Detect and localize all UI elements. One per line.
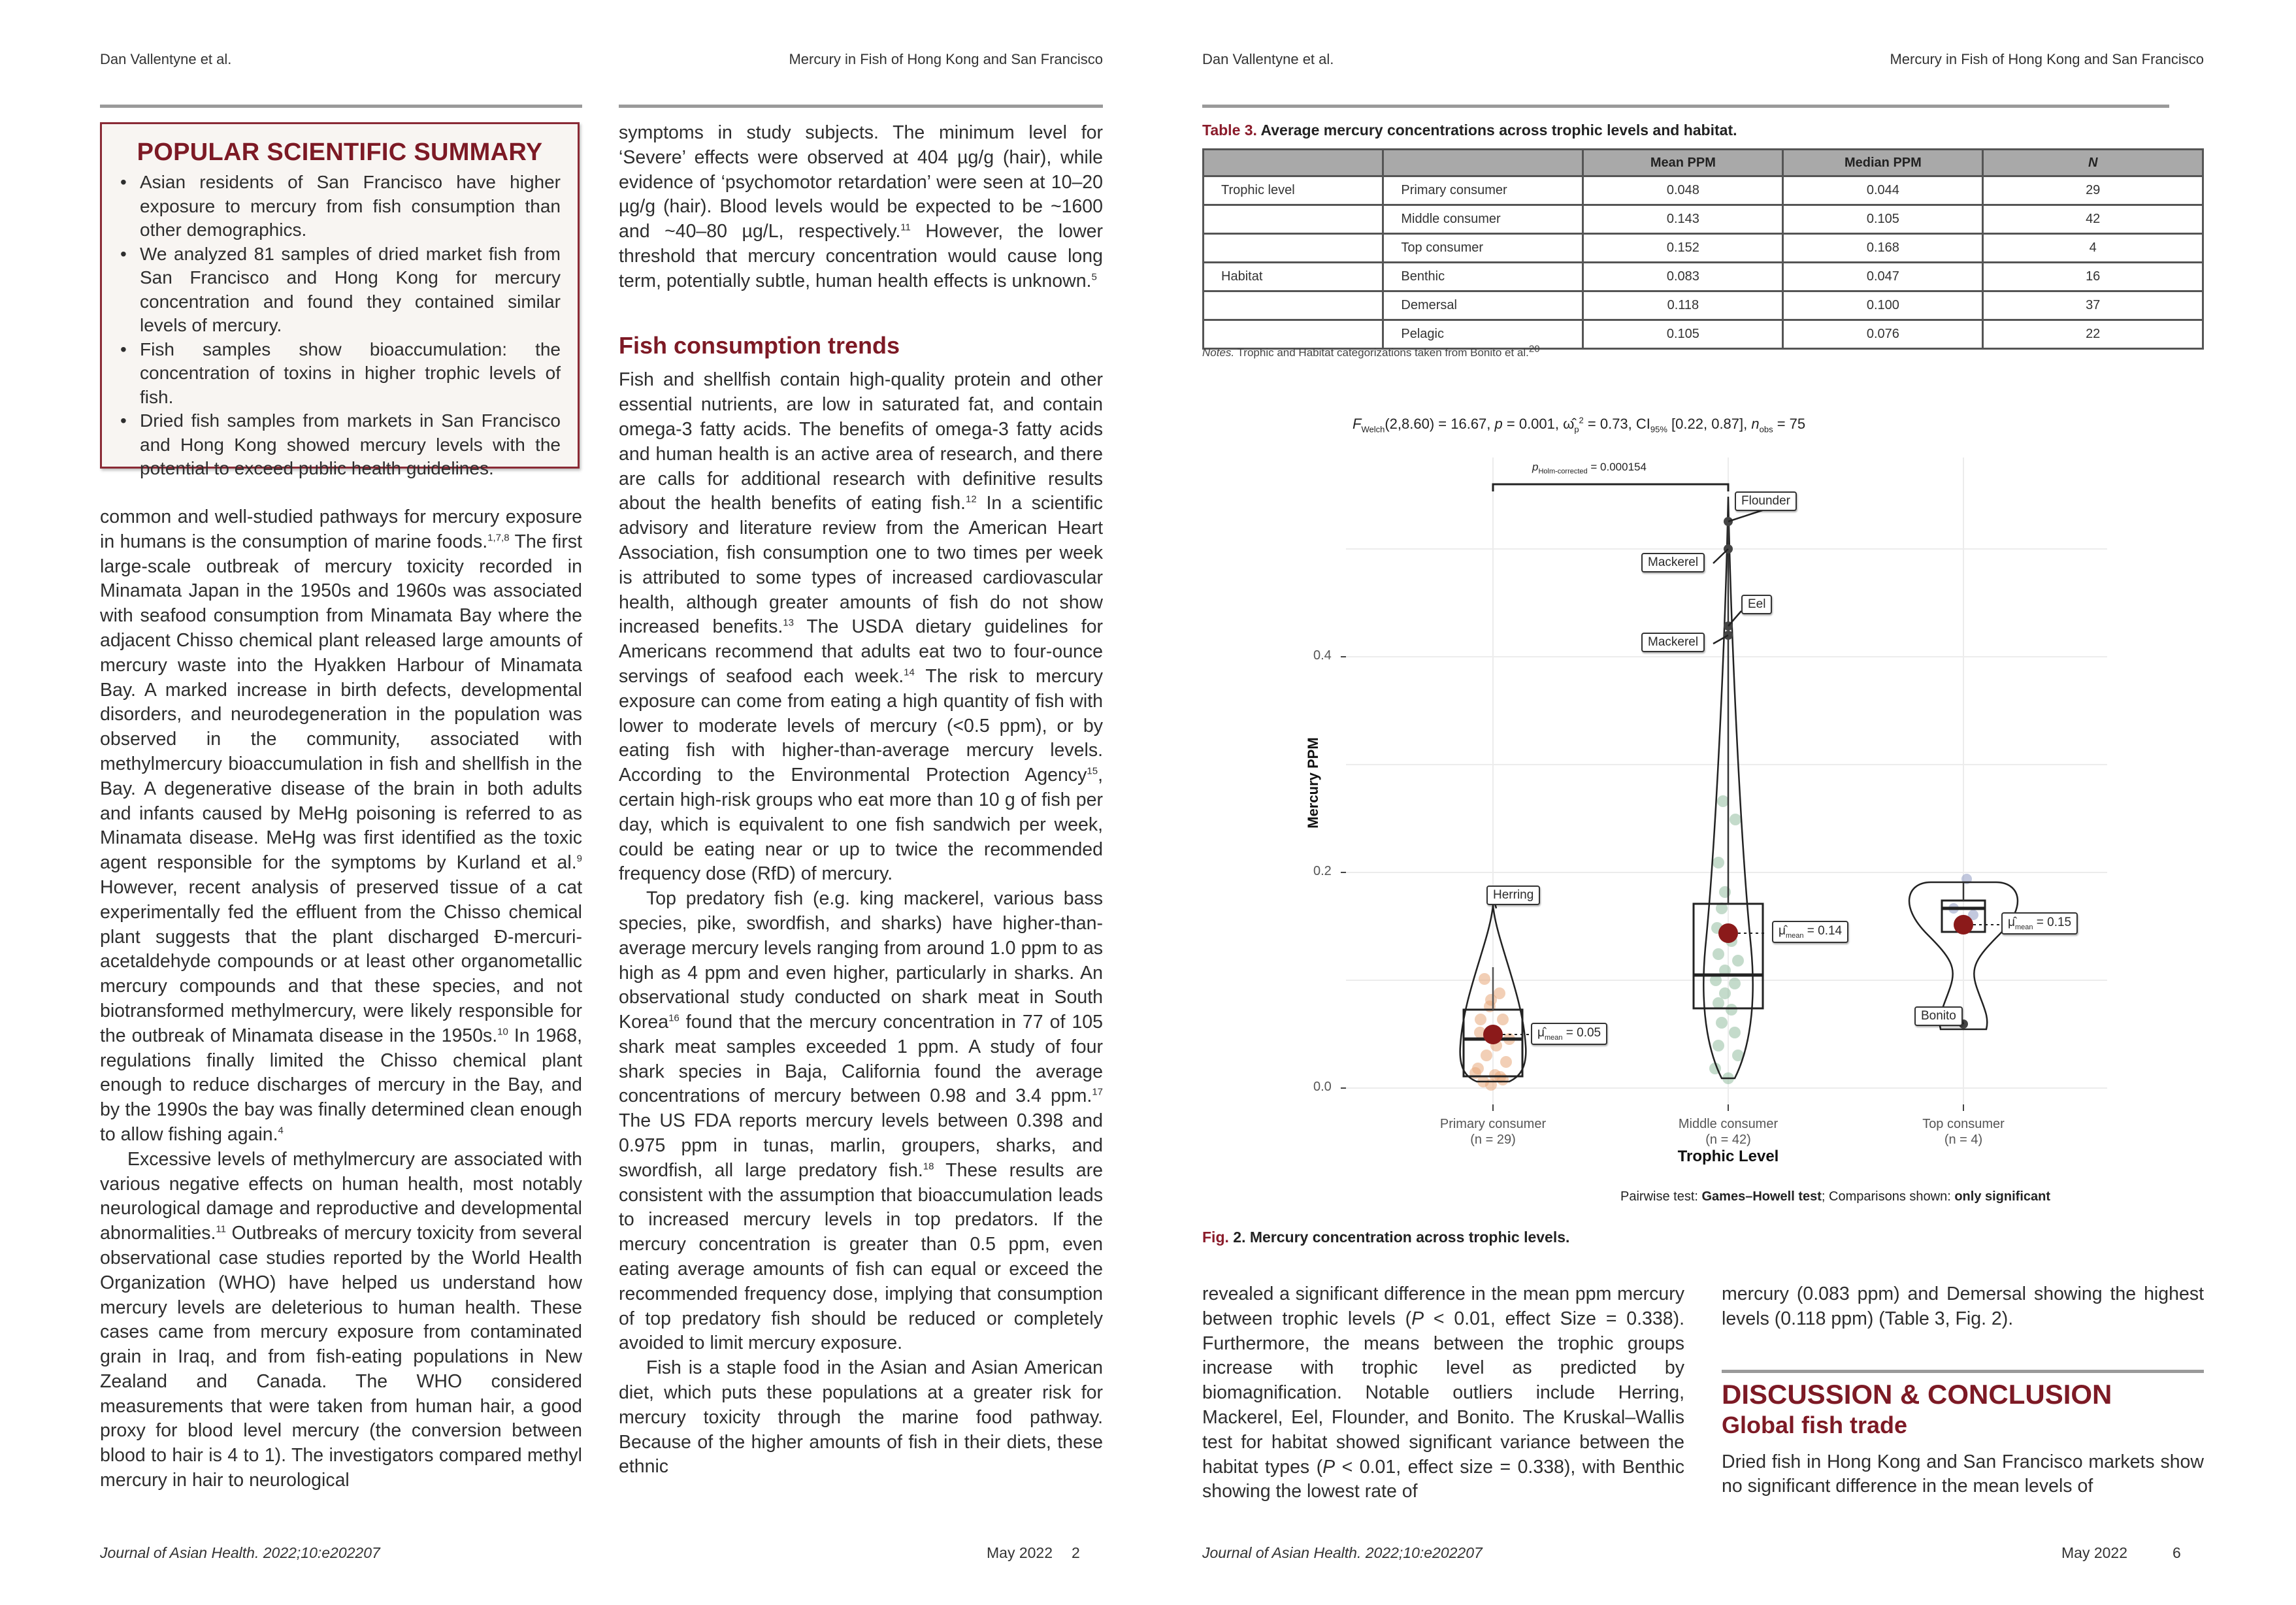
table-row bbox=[1204, 176, 2203, 205]
outlier-label-flounder: Flounder bbox=[1735, 491, 1797, 511]
paragraph: common and well-studied pathways for mercury exposure in humans is the consumption of marine foods.$^{1,7,8}$ The first large-scale outbreak of mercury toxicity recorded in Minamata Japan in the 1950s and 1960s was associated with seafood consumption from Minamata Bay where the adjacent Chisso chemical plant released large amounts of mercury waste into the Hyakken Harbour of Minamata Bay. A marked increase in birth defects, developmental disorders, and neurodegeneration in the population was observed in the community, associated with methylmercury bioaccumulation in fish and shellfish in the Bay. A degenerative disease of the brain in both adults and infants caused by MeHg poisoning is referred to as Minamata disease. MeHg was first identified as the toxic agent responsible for the symptoms by Kurland et al.$^9$ However, recent analysis of preserved tissue of a cat experimentally fed the effluent from the Chisso chemical plant suggests that the plant discharged Đ-mercuri-acetaldehyde compounds or at least other organometallic mercury compounds and that these species, and not biotransformed methylmercury, were likely responsible for the outbreak of Minamata disease in the 1950s.$^{10}$ In 1968, regulations finally limited the Chisso chemical plant enough to reduce discharges of mercury in the Bay, and by the 1990s the bay was finally determined clean enough to allow fishing again.$^4$ bbox=[100, 506, 582, 1145]
section-heading-fish-consumption: Fish consumption trends bbox=[619, 331, 900, 359]
outlier-label-mackerel: Mackerel bbox=[1641, 553, 1705, 572]
citation-ref[interactable]: 10 bbox=[497, 1026, 508, 1038]
table-cell bbox=[1204, 291, 1383, 320]
table-cell: 22 bbox=[1983, 320, 2203, 349]
summary-list bbox=[102, 171, 578, 481]
chart-pairwise-footer: Pairwise test: Games–Howell test; Comparisons shown: only significant bbox=[1620, 1189, 2051, 1204]
outlier-label-eel: Eel bbox=[1741, 595, 1772, 614]
y-tick-label: 0.4 bbox=[1313, 648, 1332, 663]
section-heading-discussion: DISCUSSION & CONCLUSION bbox=[1722, 1378, 2112, 1410]
table-cell: 42 bbox=[1983, 205, 2203, 234]
right-page-column-2 bbox=[1722, 1282, 2204, 1499]
outlier-label-bonito: Bonito bbox=[1914, 1006, 1963, 1026]
footer-page-number: 6 bbox=[2173, 1544, 2181, 1561]
citation-ref[interactable]: 13 bbox=[783, 617, 794, 629]
table-cell: Trophic level bbox=[1204, 176, 1383, 205]
running-header-title: Mercury in Fish of Hong Kong and San Francisco bbox=[1890, 51, 2204, 67]
paragraph: Dried fish in Hong Kong and San Francisco markets show no significant difference in the mean levels of bbox=[1722, 1451, 2204, 1497]
citation-ref[interactable]: 18 bbox=[923, 1161, 934, 1172]
figure-caption: Fig. 2. Mercury concentration across trophic levels. bbox=[1202, 1229, 1570, 1246]
citation-ref[interactable]: 11 bbox=[900, 222, 911, 233]
citation-ref[interactable]: 12 bbox=[965, 493, 977, 505]
pairwise-significance-bracket bbox=[1493, 484, 1728, 491]
y-ticks bbox=[1341, 657, 1963, 1111]
middle-mean-point bbox=[1718, 923, 1738, 943]
pairwise-p-value: $p_{Holm-corrected} = 0.000154$ bbox=[1532, 461, 1647, 476]
table-row bbox=[1204, 205, 2203, 234]
paragraph: Excessive levels of methylmercury are associated with various negative effects on human health, most notably neurological damage and reproductive and developmental abnormalities.$^{11}$ Outbreaks of mercury toxicity from several observational case studies reported by the World Health Organization (WHO) have helped us understand how mercury levels are deleterious to human health. These cases came from mercury exposure from contaminated grain in Iraq, and from fish-eating populations in New Zealand and Canada. The WHO considered measurements that were taken from human hair, a good proxy for blood level mercury (the conversion between blood to hair is 4 to 1). The investigators compared methyl mercury in hair to neurological bbox=[100, 1148, 582, 1491]
table-cell: 0.152 bbox=[1583, 234, 1783, 263]
paragraph: mercury (0.083 ppm) and Demersal showing the highest levels (0.118 ppm) (Table 3, Fig. 2). bbox=[1722, 1283, 2204, 1329]
x-category-middle: Middle consumer (n = 42) bbox=[1678, 1117, 1779, 1147]
table-row bbox=[1204, 234, 2203, 263]
header-rule bbox=[1202, 105, 2169, 108]
citation-ref[interactable]: 1,7,8 bbox=[487, 532, 510, 544]
table-row bbox=[1204, 320, 2203, 349]
summary-bullet: • We analyzed 81 samples of dried market fish from San Francisco and Hong Kong for mercury concentration and found they contained similar levels of mercury. bbox=[140, 242, 561, 338]
table-header-cell bbox=[1383, 150, 1583, 176]
section-rule bbox=[1722, 1370, 2204, 1373]
paragraph: Top predatory fish (e.g. king mackerel, various bass species, pike, swordfish, and sharks) have higher-than-average mercury levels ranging from around 1.0 ppm to as high as 4 ppm and even higher, particularly in sharks. An observational study conducted on shark meat in South Korea$^{16}$ found that the mercury concentration in 77 of 105 shark meat samples exceeded 1 ppm. A study of four shark species in Baja, California found the average concentrations of mercury between 0.98 and 3.4 ppm.$^{17}$ The US FDA reports mercury levels between 0.398 and 0.975 ppm in tunas, marlin, groupers, sharks, and swordfish, all large predatory fish.$^{18}$ These results are consistent with the assumption that bioaccumulation leads to increased mercury levels in top predators. If the mercury concentration is greater than 0.5 ppm, even eating average amounts of fish can equal or exceed the recommended frequency dose, implying that consumption of top predatory fish should be reduced or completely avoided to limit mercury exposure. bbox=[619, 888, 1103, 1354]
table-header-n: N bbox=[1983, 150, 2203, 176]
table-header-cell bbox=[1204, 150, 1383, 176]
table-header-row bbox=[1204, 150, 2203, 176]
table-cell: 0.048 bbox=[1583, 176, 1783, 205]
citation-ref[interactable]: 15 bbox=[1087, 765, 1098, 777]
table-cell: Top consumer bbox=[1383, 234, 1583, 263]
paragraph: Fish and shellfish contain high-quality protein and other essential nutrients, are low in saturated fat, and contain omega-3 fatty acids. The benefits of omega-3 fatty acids and human health is an active area of research, and there are calls for additional research with definitive results about the health benefits of eating fish.$^{12}$ In a scientific advisory and literature review from the American Heart Association, fish consumption one to two times per week is attributed to some types of increased cardiovascular health, although greater amounts of fish do not show increased benefits.$^{13}$ The USDA dietary guidelines for Americans recommend that adults eat two to four-ounce servings of seafood each week.$^{14}$ The risk to mercury exposure can come from eating a high quantity of fish with lower to moderate levels of mercury (<0.5 ppm), or by eating fish with higher-than-average mercury levels. According to the Environmental Protection Agency$^{15}$, certain high-risk groups who eat more than 10 g of fish per day, which is equivalent to one fish sandwich per week, could be eating near or up to twice the recommended frequency dose (RfD) of mercury. bbox=[619, 369, 1104, 885]
x-category-top: Top consumer (n = 4) bbox=[1922, 1117, 2005, 1147]
paragraph: symptoms in study subjects. The minimum level for ‘Severe’ effects were observed at 404 µg/g (hair), while evidence of ‘psychomotor retardation’ were seen at 10–20 µg/g (hair). Blood levels would be expected to be ~1600 and ~40–80 µg/L, respectively.$^{11}$ However, the lower threshold that mercury concentration would cause long term, potentially subtle, human health effects is unknown.$^5$ bbox=[619, 122, 1104, 291]
popular-scientific-summary-box bbox=[100, 122, 580, 478]
footer-page-number: 2 bbox=[1072, 1544, 1080, 1561]
outlier-label-mackerel: Mackerel bbox=[1641, 633, 1705, 652]
table-cell: 37 bbox=[1983, 291, 2203, 320]
citation-ref[interactable]: 14 bbox=[904, 667, 915, 678]
x-category-primary: Primary consumer (n = 29) bbox=[1439, 1117, 1547, 1147]
x-axis-label: Trophic Level bbox=[1677, 1148, 1779, 1165]
table-cell: 0.083 bbox=[1583, 263, 1783, 291]
table-cell: 0.047 bbox=[1783, 263, 1983, 291]
y-tick-label: 0.2 bbox=[1313, 864, 1332, 878]
chart-stats-line: $F_{Welch}(2,8.60) = 16.67$, p = 0.001, $\omegâ_p^2 = 0.73$, $CI_{95\%}$ [0.22, 0.87], $n_{obs} = 75$ bbox=[1353, 415, 1806, 435]
table-cell: 0.118 bbox=[1583, 291, 1783, 320]
table-cell: 0.076 bbox=[1783, 320, 1983, 349]
mean-label-top: $\mû_{mean} = 0.15$ bbox=[2001, 912, 2078, 935]
left-page-column-1 bbox=[100, 505, 582, 1493]
table-caption: Table 3. Average mercury concentrations across trophic levels and habitat. bbox=[1202, 122, 1737, 139]
table-row bbox=[1204, 291, 2203, 320]
table-notes: Notes. Trophic and Habitat categorizations taken from Bonito et al.$^{20}$ bbox=[1202, 343, 1540, 359]
table-cell: 0.105 bbox=[1583, 320, 1783, 349]
mean-label-primary: $\mû_{mean} = 0.05$ bbox=[1531, 1023, 1607, 1045]
table-header-median: Median PPM bbox=[1783, 150, 1983, 176]
table-cell: 0.105 bbox=[1783, 205, 1983, 234]
footer-date: May 2022 bbox=[2061, 1544, 2128, 1561]
mean-label-middle: $\mû_{mean} = 0.14$ bbox=[1772, 921, 1848, 943]
table-cell: 0.143 bbox=[1583, 205, 1783, 234]
table-cell bbox=[1204, 234, 1383, 263]
citation-ref[interactable]: 16 bbox=[668, 1012, 680, 1024]
table-3 bbox=[1202, 148, 2204, 350]
citation-ref[interactable]: 9 bbox=[576, 853, 582, 865]
right-page-column-1 bbox=[1202, 1282, 1684, 1504]
left-page-column-2 bbox=[619, 121, 1103, 1480]
table-cell: 0.044 bbox=[1783, 176, 1983, 205]
footer-journal: Journal of Asian Health. 2022;10:e202207 bbox=[1202, 1544, 1483, 1561]
summary-bullet: • Dried fish samples from markets in San Francisco and Hong Kong showed mercury levels with the potential to exceed public health guidelines. bbox=[140, 409, 561, 481]
outlier-label-herring: Herring bbox=[1486, 885, 1540, 905]
summary-bullet: • Fish samples show bioaccumulation: the concentration of toxins in higher trophic levels of fish. bbox=[140, 338, 561, 410]
citation-ref[interactable]: 17 bbox=[1092, 1086, 1103, 1098]
table-cell: 0.100 bbox=[1783, 291, 1983, 320]
summary-title: POPULAR SCIENTIFIC SUMMARY bbox=[137, 139, 543, 166]
subsection-heading-global-fish-trade: Global fish trade bbox=[1722, 1411, 1908, 1438]
header-rule bbox=[619, 105, 1103, 108]
citation-ref[interactable]: 5 bbox=[1091, 271, 1097, 283]
top-mean-point bbox=[1954, 915, 1973, 935]
y-tick-label: 0.0 bbox=[1313, 1080, 1332, 1094]
table-cell: Benthic bbox=[1383, 263, 1583, 291]
table-cell bbox=[1204, 320, 1383, 349]
paragraph: revealed a significant difference in the mean ppm mercury between trophic levels (P < 0.01, effect Size = 0.338). Furthermore, the means between the trophic groups increase with trophic level as predicted by biomagnification. Notable outliers include Herring, Mackerel, Eel, Flounder, and Bonito. The Kruskal–Wallis test for habitat showed significant variance between the habitat types (P < 0.01, effect size = 0.338), with Benthic showing the lowest rate of bbox=[1202, 1283, 1685, 1502]
table-cell bbox=[1204, 205, 1383, 234]
table-row bbox=[1204, 263, 2203, 291]
primary-mean-point bbox=[1483, 1025, 1503, 1044]
footer-journal: Journal of Asian Health. 2022;10:e202207 bbox=[100, 1544, 380, 1561]
table-cell: Demersal bbox=[1383, 291, 1583, 320]
table-cell: 0.168 bbox=[1783, 234, 1983, 263]
running-header-author: Dan Vallentyne et al. bbox=[100, 51, 232, 67]
paragraph: Fish is a staple food in the Asian and Asian American diet, which puts these populations at a greater risk for mercury toxicity through the marine food pathway. Because of the higher amounts of fish in their diets, these ethnic bbox=[619, 1357, 1103, 1478]
running-header-author: Dan Vallentyne et al. bbox=[1202, 51, 1334, 67]
table-cell: Primary consumer bbox=[1383, 176, 1583, 205]
header-rule bbox=[100, 105, 582, 108]
table-cell: Middle consumer bbox=[1383, 205, 1583, 234]
table-cell: Pelagic bbox=[1383, 320, 1583, 349]
table-cell: Habitat bbox=[1204, 263, 1383, 291]
citation-ref[interactable]: 20 bbox=[1528, 343, 1540, 355]
summary-bullet: • Asian residents of San Francisco have higher exposure to mercury from fish consumption than other demographics. bbox=[140, 171, 561, 242]
table-cell: 4 bbox=[1983, 234, 2203, 263]
running-header-title: Mercury in Fish of Hong Kong and San Francisco bbox=[789, 51, 1103, 67]
footer-date: May 2022 bbox=[987, 1544, 1053, 1561]
table-cell: 16 bbox=[1983, 263, 2203, 291]
table-header-mean: Mean PPM bbox=[1583, 150, 1783, 176]
citation-ref[interactable]: 4 bbox=[278, 1125, 284, 1136]
citation-ref[interactable]: 11 bbox=[216, 1223, 226, 1235]
y-axis-label: Mercury PPM bbox=[1305, 737, 1321, 829]
table-cell: 29 bbox=[1983, 176, 2203, 205]
